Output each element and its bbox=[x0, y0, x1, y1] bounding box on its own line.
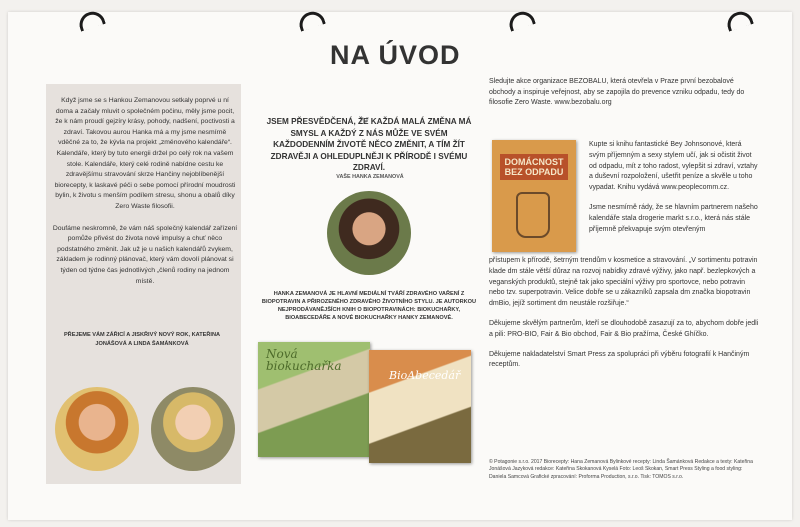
credits: © Potagonie s.r.o. 2017 Biorecepty: Hana Zemanová Bylinkové recepty: Linda Šamánková Redakce a texty: Kateřina Jonášová Jazyková redakce: Kateřina Skokanová Kyselá Foto: Leoš Skokan, Smart Press Styling a food styling: Daniela Samcová Grafické zpracování: Proforma Production, s.r.o. Tisk: TOMOS s.r.o. bbox=[489, 459, 753, 480]
book-title: BioAbecedář bbox=[389, 369, 461, 382]
binding-ring bbox=[506, 8, 536, 31]
intro-text bbox=[52, 96, 238, 298]
book-recommendation bbox=[589, 140, 759, 244]
book-text: Kupte si knihu fantastické Bey Johnsonové, která svým příjemným a sexy stylem učí, jak si očistit život od odpadu, mít z toho radost, vylepšit si zdraví, vztahy a duševní rozpoložení, ušetřit peníze a skvěle u toho vypadat. Knihu vydává www.peoplecomm.cz. bbox=[589, 141, 758, 192]
dm-text: přístupem k přírodě, šetrným trendům v kosmetice a stravování. „V sortimentu potravin klade dm stále větší důraz na rozvoj nabídky zdravé výživy, jako např. bezlepkových a veganských produktů, stejně tak jako speciální výživy pro sportovce, nebo potravin nebo tzv. superpotravin. Velice dobře se u zákazníků zapsala dm značka biopotravin dmBio, jejíž sortiment dm neustále rozšiřuje.“ bbox=[489, 257, 758, 308]
portrait-photo-1 bbox=[55, 387, 139, 471]
binding-ring bbox=[724, 8, 754, 31]
portrait-photo-2 bbox=[151, 387, 235, 471]
book-title: DOMÁCNOST BEZ ODPADU bbox=[500, 154, 568, 180]
binding-ring bbox=[296, 8, 326, 31]
partners-text: Děkujeme skvělým partnerům, kteří se dlouhodobě zasazují za to, abychom dobře jedli a pili: PRO-BIO, Fair & Bio obchod, Fair & Bio pražírna, České Ghíčko. bbox=[489, 319, 759, 338]
author-portrait bbox=[327, 191, 411, 275]
publisher-text: Děkujeme nakladatelství Smart Press za spolupráci při výběru fotografií k Hančiným receptům. bbox=[489, 350, 750, 369]
quote-mark: „ bbox=[357, 94, 372, 127]
author-bio: HANKA ZEMANOVÁ JE HLAVNÍ MEDIÁLNÍ TVÁŘÍ ZDRAVÉHO VAŘENÍ Z BIOPOTRAVIN A PŘIROZENÉHO ZDRAVÉHO ŽIVOTNÍHO STYLU. JE AUTORKOU NEJPRODÁVANĚJŠÍCH KNIH O BIOPOTRAVINÁCH: BIOKUCHAŘKY, BIOABECEDÁŘE A NOVÉ BIOKUCHAŘKY HANKY ZEMANOVÉ. bbox=[261, 291, 477, 321]
jar-illustration bbox=[516, 192, 550, 238]
book-cover-biokucharka bbox=[258, 342, 370, 457]
page-title: NA ÚVOD bbox=[330, 40, 461, 70]
signature-text: PŘEJEME VÁM ZÁŘICÍ A JISKŘIVÝ NOVÝ ROK, KATEŘINA JONÁŠOVÁ A LINDA ŠAMÁNKOVÁ bbox=[63, 332, 221, 347]
book-cover-domacnost bbox=[492, 140, 576, 252]
intro-paragraph: Doufáme neskromně, že vám náš společný kalendář zařízení pomůže přivést do života nové impulsy a chuť něco podstatného změnit. Jak už je u našich kalendářů zvykem, základem je rodinný plánovač, který vám dovolí plánovat si týden od týdne čas jednotlivých „členů rodiny na jednom místě. bbox=[52, 224, 238, 285]
main-quote: JSEM PŘESVĚDČENÁ, ŽE KAŽDÁ MALÁ ZMĚNA MÁ SMYSL A KAŽDÝ Z NÁS MŮŽE VE SVÉM KAŽDODENNÍM ŽIVOTĚ NĚCO ZMĚNIT, A TÍM ŽÍT ZDRAVĚJI A OHLEDUPLNĚJI K PŘÍRODĚ I SVÉMU ZDRAVÍ. bbox=[266, 117, 472, 173]
book-cover-bioabecedar bbox=[369, 350, 471, 463]
partner-text: Jsme nesmírně rády, že se hlavním partnerem našeho kalendáře stala drogerie markt s.r.o., která nás stále příjemně překvapuje svým otevřeným bbox=[589, 203, 758, 233]
intro-paragraph: Když jsme se s Hankou Zemanovou setkaly poprvé u ní doma a začaly mluvit o společném počinu, měly jsme pocit, že k nám proudí gejzíry krásy, pohody, nadšení, poctivosti a zdraví. Takovou aurou Hanka má a my jsme nesmírně vděčné za to, že kývla na projekt „změnového kalendáře“. Kalendáře, který by tuto energii držel po celý rok na vašem stole. Kalendáře, který celé rodině nabídne cestu ke zdravějšímu stravování skrze Hančiny nejoblíbenější biorecepty, k laskavé péči o sebe pomocí přírodní moudrosti bylin, k životu s menším podílem stresu, shonu a obalů díky Zero Waste filosofii. bbox=[54, 97, 236, 210]
partners-section bbox=[489, 256, 759, 380]
bezobalu-text: Sledujte akce organizace BEZOBALU, která otevřela v Praze první bezobalové obchody a inspiruje veřejnost, aby se zapojila do prevence vzniku odpadu, tedy do filosofie Zero Waste. www.bezobalu.org bbox=[489, 78, 745, 107]
binding-ring bbox=[76, 8, 106, 31]
book-title: Nová biokuchařka bbox=[266, 347, 342, 373]
quote-author: VAŠE HANKA ZEMANOVÁ bbox=[336, 174, 404, 180]
